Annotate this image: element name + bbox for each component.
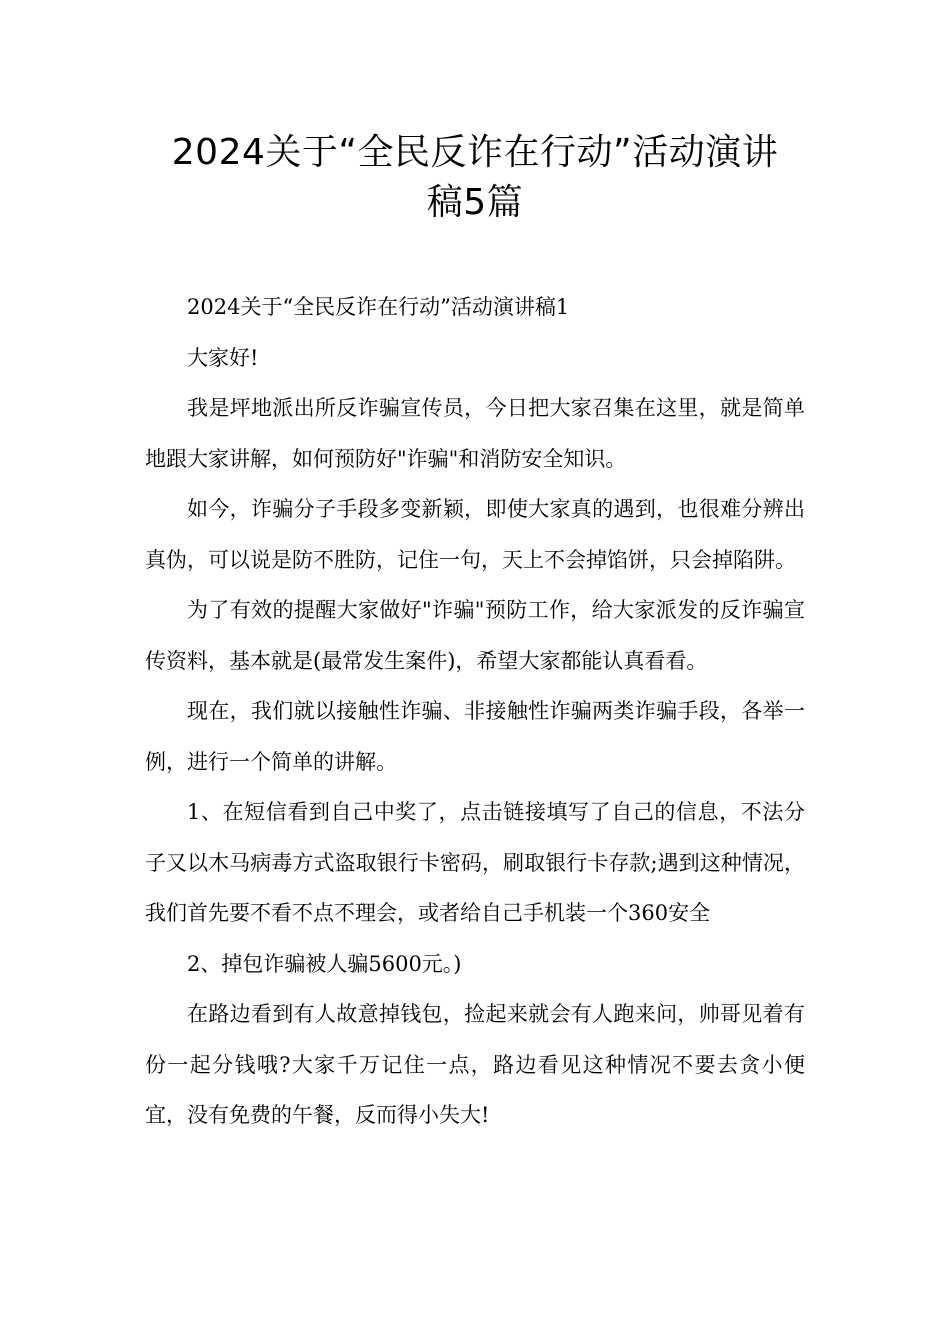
section-heading: 2024关于“全民反诈在行动”活动演讲稿1 [187,295,570,319]
document-title-line-1: 2024关于“全民反诈在行动”活动演讲 [171,132,779,173]
body-paragraph: 为了有效的提醒大家做好"诈骗"预防工作，给大家派发的反诈骗宣传资料，基本就是(最常发生案件)，希望大家都能认真看看。 [145,598,805,673]
list-item-paragraph: 2、掉包诈骗被人骗5600元。) [187,951,462,976]
body-paragraph: 现在，我们就以接触性诈骗、非接触性诈骗两类诈骗手段，各举一例，进行一个简单的讲解。 [145,699,805,774]
list-item-paragraph: 1、在短信看到自己中奖了，点击链接填写了自己的信息，不法分子又以木马病毒方式盗取银行卡密码，刷取银行卡存款;遇到这种情况，我们首先要不看不点不理会，或者给自己手机装一个360安全 [145,800,805,925]
document-title-line-2: 稿5篇 [426,182,524,223]
body-paragraph: 在路边看到有人故意掉钱包，捡起来就会有人跑来问，帅哥见着有份一起分钱哦?大家千万记住一点，路边看见这种情况不要去贪小便宜，没有免费的午餐，反而得小失大! [145,1002,805,1127]
greeting-paragraph: 大家好! [187,345,259,370]
document-title [120,128,830,228]
body-paragraph: 我是坪地派出所反诈骗宣传员，今日把大家召集在这里，就是简单地跟大家讲解，如何预防好"诈骗"和消防安全知识。 [145,396,805,471]
document-body [145,282,805,1141]
body-paragraph: 如今，诈骗分子手段多变新颖，即使大家真的遇到，也很难分辨出真伪，可以说是防不胜防，记住一句，天上不会掉馅饼，只会掉陷阱。 [145,497,805,572]
